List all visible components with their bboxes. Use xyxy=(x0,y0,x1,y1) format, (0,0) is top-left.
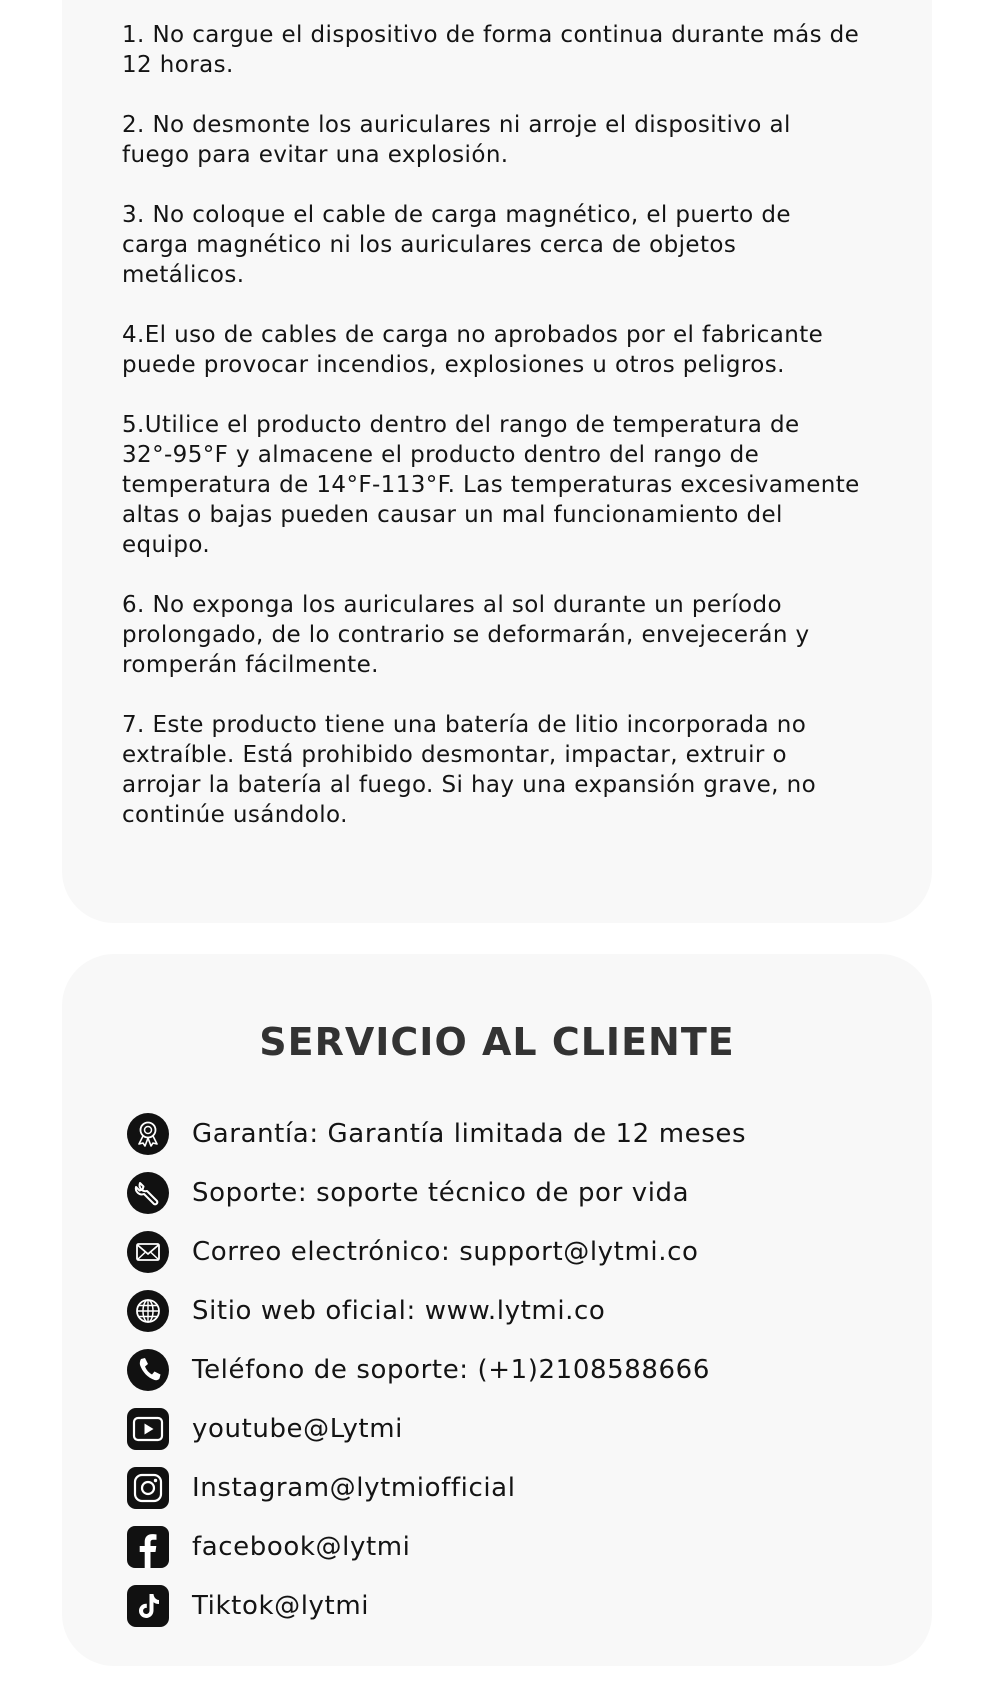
support-text: Soporte: soporte técnico de por vida xyxy=(192,1177,690,1208)
warning-item: 6. No exponga los auriculares al sol durante un período prolongado, de lo contrario se deformarán, envejecerán y romperán fácilmente. xyxy=(122,592,810,678)
service-item-support xyxy=(126,1163,746,1222)
service-item-warranty xyxy=(126,1104,746,1163)
phone-icon xyxy=(126,1348,170,1392)
youtube-icon xyxy=(126,1407,170,1451)
facebook-text[interactable]: facebook@lytmi xyxy=(192,1531,411,1562)
mail-icon xyxy=(126,1230,170,1274)
globe-icon xyxy=(126,1289,170,1333)
youtube-text[interactable]: youtube@Lytmi xyxy=(192,1413,403,1444)
warning-item: 2. No desmonte los auriculares ni arroje el dispositivo al fuego para evitar una explosión. xyxy=(122,112,791,168)
email-text[interactable]: Correo electrónico: support@lytmi.co xyxy=(192,1236,699,1267)
customer-service-card xyxy=(62,954,932,1666)
service-item-youtube[interactable] xyxy=(126,1399,746,1458)
tiktok-icon xyxy=(126,1584,170,1628)
service-title: SERVICIO AL CLIENTE xyxy=(259,1020,735,1064)
tiktok-text[interactable]: Tiktok@lytmi xyxy=(192,1590,370,1621)
service-item-facebook[interactable] xyxy=(126,1517,746,1576)
facebook-icon xyxy=(126,1525,170,1569)
wrench-icon xyxy=(126,1171,170,1215)
service-item-instagram[interactable] xyxy=(126,1458,746,1517)
warning-item: 3. No coloque el cable de carga magnético, el puerto de carga magnético ni los auriculares cerca de objetos metálicos. xyxy=(122,202,791,288)
warnings-list xyxy=(122,20,862,860)
award-icon xyxy=(126,1112,170,1156)
warning-item: 7. Este producto tiene una batería de litio incorporada no extraíble. Está prohibido desmontar, impactar, extruir o arrojar la batería al fuego. Si hay una expansión grave, no continúe usándolo. xyxy=(122,712,817,828)
safety-warnings-card xyxy=(62,0,932,923)
service-item-phone[interactable] xyxy=(126,1340,746,1399)
warning-item: 4.El uso de cables de carga no aprobados por el fabricante puede provocar incendios, explosiones u otros peligros. xyxy=(122,322,824,378)
service-item-website[interactable] xyxy=(126,1281,746,1340)
warranty-text: Garantía: Garantía limitada de 12 meses xyxy=(192,1118,747,1149)
warning-item: 1. No cargue el dispositivo de forma continua durante más de 12 horas. xyxy=(122,22,860,78)
service-item-email[interactable] xyxy=(126,1222,746,1281)
instagram-icon xyxy=(126,1466,170,1510)
service-list xyxy=(126,1104,746,1635)
service-item-tiktok[interactable] xyxy=(126,1576,746,1635)
warning-item: 5.Utilice el producto dentro del rango de temperatura de 32°-95°F y almacene el producto dentro del rango de temperatura de 14°F-113°F. Las temperaturas excesivamente altas o bajas pueden causar un mal funcionamiento del equipo. xyxy=(122,412,860,558)
phone-text[interactable]: Teléfono de soporte: (+1)2108588666 xyxy=(192,1354,710,1385)
instagram-text[interactable]: Instagram@lytmiofficial xyxy=(192,1472,516,1503)
website-text[interactable]: Sitio web oficial: www.lytmi.co xyxy=(192,1295,606,1326)
